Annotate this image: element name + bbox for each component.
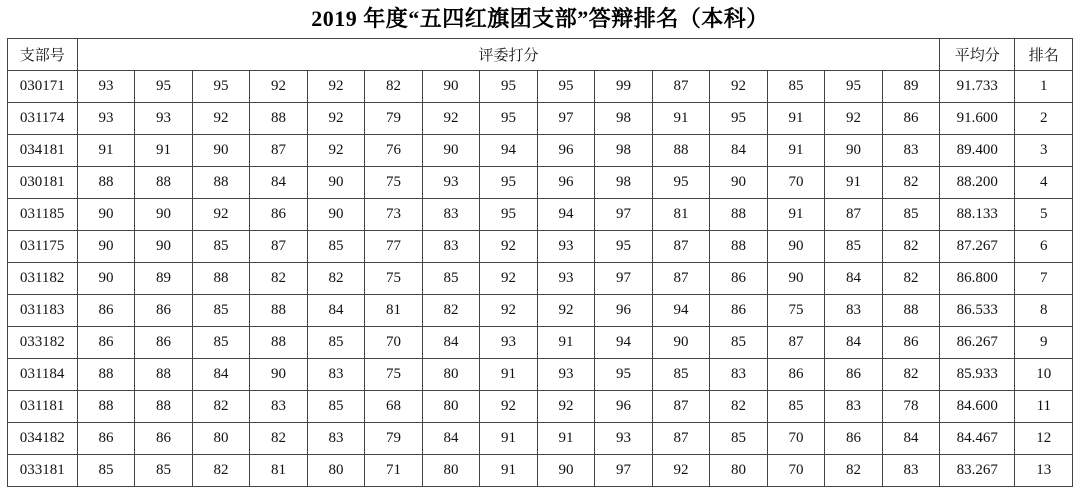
rank-cell: 8 xyxy=(1015,295,1073,327)
score-cell: 75 xyxy=(767,295,825,327)
score-cell: 95 xyxy=(595,359,653,391)
branch-cell: 031184 xyxy=(7,359,77,391)
branch-cell: 031181 xyxy=(7,391,77,423)
score-cell: 85 xyxy=(882,199,940,231)
score-cell: 95 xyxy=(480,167,538,199)
score-cell: 90 xyxy=(710,167,768,199)
score-cell: 91 xyxy=(480,359,538,391)
rank-cell: 13 xyxy=(1015,455,1073,487)
score-cell: 92 xyxy=(652,455,710,487)
score-cell: 80 xyxy=(422,359,480,391)
score-cell: 88 xyxy=(77,391,135,423)
score-cell: 92 xyxy=(480,231,538,263)
score-cell: 81 xyxy=(652,199,710,231)
score-cell: 84 xyxy=(710,135,768,167)
score-cell: 97 xyxy=(595,263,653,295)
table-row xyxy=(7,71,1073,103)
table-body xyxy=(7,71,1073,487)
score-cell: 85 xyxy=(307,231,365,263)
branch-cell: 030181 xyxy=(7,167,77,199)
rank-cell: 2 xyxy=(1015,103,1073,135)
branch-cell: 031183 xyxy=(7,295,77,327)
score-cell: 96 xyxy=(595,391,653,423)
rank-cell: 12 xyxy=(1015,423,1073,455)
score-cell: 91 xyxy=(77,135,135,167)
score-cell: 85 xyxy=(307,327,365,359)
rank-cell: 7 xyxy=(1015,263,1073,295)
score-cell: 99 xyxy=(595,71,653,103)
avg-cell: 86.533 xyxy=(940,295,1015,327)
score-cell: 91 xyxy=(480,423,538,455)
rank-cell: 6 xyxy=(1015,231,1073,263)
score-cell: 84 xyxy=(882,423,940,455)
rank-cell: 5 xyxy=(1015,199,1073,231)
col-header-branch: 支部号 xyxy=(7,39,77,71)
score-cell: 90 xyxy=(307,167,365,199)
score-cell: 95 xyxy=(595,231,653,263)
score-cell: 92 xyxy=(710,71,768,103)
score-cell: 91 xyxy=(135,135,193,167)
score-cell: 94 xyxy=(537,199,595,231)
branch-cell: 034182 xyxy=(7,423,77,455)
score-cell: 88 xyxy=(652,135,710,167)
score-cell: 90 xyxy=(135,199,193,231)
score-cell: 91 xyxy=(767,199,825,231)
avg-cell: 86.800 xyxy=(940,263,1015,295)
score-cell: 95 xyxy=(192,71,250,103)
score-cell: 79 xyxy=(365,103,423,135)
score-cell: 73 xyxy=(365,199,423,231)
page-title: 2019 年度“五四红旗团支部”答辩排名（本科） xyxy=(311,6,769,31)
score-cell: 83 xyxy=(422,199,480,231)
table-row xyxy=(7,423,1073,455)
score-cell: 90 xyxy=(767,263,825,295)
score-cell: 91 xyxy=(480,455,538,487)
score-cell: 95 xyxy=(480,199,538,231)
score-cell: 92 xyxy=(480,391,538,423)
table-row xyxy=(7,231,1073,263)
score-cell: 90 xyxy=(77,199,135,231)
score-cell: 87 xyxy=(250,135,308,167)
score-cell: 82 xyxy=(825,455,883,487)
score-cell: 96 xyxy=(595,295,653,327)
header-row xyxy=(7,39,1073,71)
score-cell: 91 xyxy=(652,103,710,135)
score-cell: 90 xyxy=(77,263,135,295)
score-cell: 92 xyxy=(307,103,365,135)
avg-cell: 83.267 xyxy=(940,455,1015,487)
score-cell: 84 xyxy=(825,263,883,295)
score-cell: 88 xyxy=(250,327,308,359)
score-cell: 96 xyxy=(537,167,595,199)
branch-cell: 034181 xyxy=(7,135,77,167)
score-cell: 86 xyxy=(77,423,135,455)
score-cell: 93 xyxy=(595,423,653,455)
branch-cell: 031185 xyxy=(7,199,77,231)
score-cell: 87 xyxy=(652,423,710,455)
score-cell: 88 xyxy=(250,295,308,327)
score-cell: 82 xyxy=(422,295,480,327)
score-cell: 94 xyxy=(480,135,538,167)
score-cell: 86 xyxy=(250,199,308,231)
avg-cell: 88.133 xyxy=(940,199,1015,231)
score-cell: 90 xyxy=(422,135,480,167)
score-cell: 85 xyxy=(825,231,883,263)
score-cell: 84 xyxy=(192,359,250,391)
score-cell: 86 xyxy=(135,327,193,359)
score-cell: 86 xyxy=(710,295,768,327)
score-cell: 92 xyxy=(480,263,538,295)
score-cell: 93 xyxy=(422,167,480,199)
score-cell: 90 xyxy=(77,231,135,263)
score-cell: 85 xyxy=(307,391,365,423)
score-cell: 75 xyxy=(365,263,423,295)
score-cell: 95 xyxy=(480,103,538,135)
score-cell: 84 xyxy=(250,167,308,199)
score-cell: 82 xyxy=(882,263,940,295)
avg-cell: 87.267 xyxy=(940,231,1015,263)
avg-cell: 88.200 xyxy=(940,167,1015,199)
score-cell: 85 xyxy=(77,455,135,487)
score-cell: 88 xyxy=(710,199,768,231)
score-cell: 89 xyxy=(135,263,193,295)
rank-cell: 3 xyxy=(1015,135,1073,167)
score-cell: 86 xyxy=(825,423,883,455)
rank-cell: 9 xyxy=(1015,327,1073,359)
score-cell: 86 xyxy=(710,263,768,295)
score-cell: 88 xyxy=(135,167,193,199)
avg-cell: 86.267 xyxy=(940,327,1015,359)
score-cell: 90 xyxy=(307,199,365,231)
score-cell: 98 xyxy=(595,167,653,199)
score-cell: 82 xyxy=(882,359,940,391)
score-cell: 85 xyxy=(192,295,250,327)
score-cell: 88 xyxy=(77,359,135,391)
score-cell: 70 xyxy=(767,455,825,487)
score-cell: 82 xyxy=(882,167,940,199)
score-cell: 80 xyxy=(192,423,250,455)
score-cell: 90 xyxy=(767,231,825,263)
score-cell: 91 xyxy=(537,423,595,455)
score-cell: 92 xyxy=(825,103,883,135)
score-cell: 87 xyxy=(250,231,308,263)
score-cell: 85 xyxy=(192,231,250,263)
score-cell: 80 xyxy=(307,455,365,487)
avg-cell: 91.733 xyxy=(940,71,1015,103)
score-cell: 78 xyxy=(882,391,940,423)
score-cell: 87 xyxy=(652,263,710,295)
rank-cell: 11 xyxy=(1015,391,1073,423)
score-cell: 85 xyxy=(192,327,250,359)
score-cell: 84 xyxy=(825,327,883,359)
score-cell: 83 xyxy=(422,231,480,263)
score-cell: 95 xyxy=(825,71,883,103)
score-cell: 88 xyxy=(882,295,940,327)
score-cell: 92 xyxy=(422,103,480,135)
score-cell: 88 xyxy=(710,231,768,263)
score-cell: 85 xyxy=(135,455,193,487)
score-cell: 86 xyxy=(77,295,135,327)
score-cell: 95 xyxy=(710,103,768,135)
score-cell: 71 xyxy=(365,455,423,487)
score-cell: 83 xyxy=(882,455,940,487)
score-cell: 75 xyxy=(365,167,423,199)
score-cell: 91 xyxy=(767,103,825,135)
score-cell: 94 xyxy=(595,327,653,359)
score-cell: 85 xyxy=(710,423,768,455)
rank-cell: 10 xyxy=(1015,359,1073,391)
score-cell: 95 xyxy=(652,167,710,199)
score-cell: 86 xyxy=(77,327,135,359)
table-row xyxy=(7,455,1073,487)
score-cell: 85 xyxy=(710,327,768,359)
score-cell: 96 xyxy=(537,135,595,167)
score-cell: 92 xyxy=(192,103,250,135)
score-cell: 92 xyxy=(480,295,538,327)
branch-cell: 030171 xyxy=(7,71,77,103)
score-cell: 98 xyxy=(595,135,653,167)
score-cell: 93 xyxy=(537,359,595,391)
score-cell: 70 xyxy=(767,167,825,199)
score-cell: 83 xyxy=(250,391,308,423)
score-cell: 86 xyxy=(135,295,193,327)
score-cell: 94 xyxy=(652,295,710,327)
score-cell: 82 xyxy=(250,263,308,295)
score-cell: 92 xyxy=(192,199,250,231)
score-cell: 89 xyxy=(882,71,940,103)
score-cell: 95 xyxy=(135,71,193,103)
score-cell: 88 xyxy=(250,103,308,135)
score-cell: 92 xyxy=(537,295,595,327)
branch-cell: 033182 xyxy=(7,327,77,359)
score-cell: 79 xyxy=(365,423,423,455)
score-cell: 68 xyxy=(365,391,423,423)
score-cell: 84 xyxy=(422,423,480,455)
score-cell: 86 xyxy=(767,359,825,391)
score-cell: 95 xyxy=(537,71,595,103)
score-cell: 80 xyxy=(710,455,768,487)
score-cell: 92 xyxy=(307,135,365,167)
score-cell: 92 xyxy=(250,71,308,103)
score-cell: 83 xyxy=(825,295,883,327)
score-cell: 85 xyxy=(422,263,480,295)
col-header-avg: 平均分 xyxy=(940,39,1015,71)
score-cell: 88 xyxy=(77,167,135,199)
avg-cell: 84.467 xyxy=(940,423,1015,455)
score-cell: 82 xyxy=(365,71,423,103)
score-cell: 91 xyxy=(767,135,825,167)
score-cell: 97 xyxy=(595,199,653,231)
score-cell: 90 xyxy=(250,359,308,391)
avg-cell: 91.600 xyxy=(940,103,1015,135)
score-cell: 90 xyxy=(192,135,250,167)
score-cell: 87 xyxy=(825,199,883,231)
score-cell: 97 xyxy=(595,455,653,487)
score-cell: 87 xyxy=(767,327,825,359)
score-cell: 93 xyxy=(537,231,595,263)
score-cell: 95 xyxy=(480,71,538,103)
branch-cell: 031175 xyxy=(7,231,77,263)
table-row xyxy=(7,263,1073,295)
score-cell: 81 xyxy=(250,455,308,487)
score-cell: 82 xyxy=(192,391,250,423)
score-cell: 87 xyxy=(652,231,710,263)
score-cell: 83 xyxy=(307,423,365,455)
table-row xyxy=(7,103,1073,135)
table-row xyxy=(7,359,1073,391)
score-cell: 86 xyxy=(825,359,883,391)
table-row xyxy=(7,135,1073,167)
score-cell: 93 xyxy=(135,103,193,135)
score-cell: 92 xyxy=(307,71,365,103)
score-cell: 70 xyxy=(365,327,423,359)
score-cell: 93 xyxy=(480,327,538,359)
score-cell: 83 xyxy=(710,359,768,391)
score-cell: 86 xyxy=(135,423,193,455)
score-cell: 87 xyxy=(652,71,710,103)
avg-cell: 89.400 xyxy=(940,135,1015,167)
score-cell: 70 xyxy=(767,423,825,455)
score-cell: 86 xyxy=(882,327,940,359)
rank-cell: 4 xyxy=(1015,167,1073,199)
col-header-judges: 评委打分 xyxy=(77,39,940,71)
score-cell: 93 xyxy=(537,263,595,295)
score-cell: 82 xyxy=(250,423,308,455)
score-cell: 75 xyxy=(365,359,423,391)
score-cell: 83 xyxy=(307,359,365,391)
rank-cell: 1 xyxy=(1015,71,1073,103)
score-cell: 92 xyxy=(537,391,595,423)
score-cell: 91 xyxy=(537,327,595,359)
ranking-table xyxy=(7,38,1074,487)
table-row xyxy=(7,295,1073,327)
col-header-rank: 排名 xyxy=(1015,39,1073,71)
score-cell: 90 xyxy=(135,231,193,263)
score-cell: 82 xyxy=(192,455,250,487)
score-cell: 97 xyxy=(537,103,595,135)
score-cell: 90 xyxy=(652,327,710,359)
score-cell: 77 xyxy=(365,231,423,263)
table-row xyxy=(7,167,1073,199)
score-cell: 80 xyxy=(422,391,480,423)
score-cell: 93 xyxy=(77,103,135,135)
score-cell: 82 xyxy=(710,391,768,423)
score-cell: 87 xyxy=(652,391,710,423)
score-cell: 85 xyxy=(767,391,825,423)
score-cell: 82 xyxy=(882,231,940,263)
avg-cell: 85.933 xyxy=(940,359,1015,391)
score-cell: 90 xyxy=(422,71,480,103)
score-cell: 76 xyxy=(365,135,423,167)
score-cell: 86 xyxy=(882,103,940,135)
score-cell: 90 xyxy=(537,455,595,487)
score-cell: 88 xyxy=(135,391,193,423)
table-row xyxy=(7,327,1073,359)
table-row xyxy=(7,199,1073,231)
score-cell: 82 xyxy=(307,263,365,295)
score-cell: 83 xyxy=(882,135,940,167)
branch-cell: 031174 xyxy=(7,103,77,135)
score-cell: 93 xyxy=(77,71,135,103)
branch-cell: 031182 xyxy=(7,263,77,295)
score-cell: 83 xyxy=(825,391,883,423)
score-cell: 84 xyxy=(422,327,480,359)
score-cell: 88 xyxy=(135,359,193,391)
score-cell: 85 xyxy=(767,71,825,103)
branch-cell: 033181 xyxy=(7,455,77,487)
table-row xyxy=(7,391,1073,423)
avg-cell: 84.600 xyxy=(940,391,1015,423)
score-cell: 91 xyxy=(825,167,883,199)
score-cell: 80 xyxy=(422,455,480,487)
score-cell: 90 xyxy=(825,135,883,167)
score-cell: 88 xyxy=(192,263,250,295)
score-cell: 88 xyxy=(192,167,250,199)
score-cell: 81 xyxy=(365,295,423,327)
score-cell: 98 xyxy=(595,103,653,135)
score-cell: 84 xyxy=(307,295,365,327)
score-cell: 85 xyxy=(652,359,710,391)
